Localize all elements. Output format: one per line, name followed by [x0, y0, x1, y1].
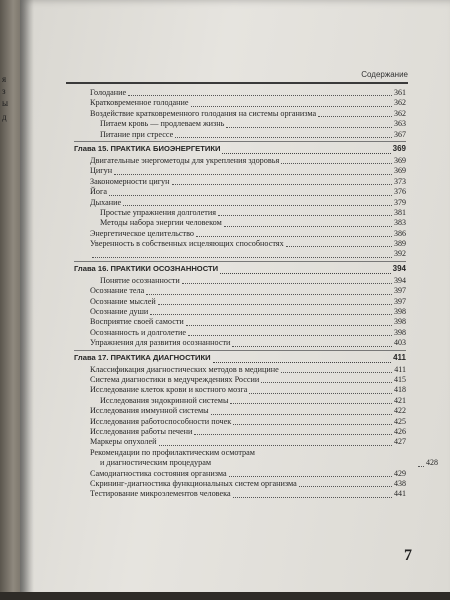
dot-leader: [281, 162, 392, 164]
entry-title: Закономерности цигун: [90, 176, 170, 186]
dot-leader: [182, 282, 392, 284]
entry-page-number: 394: [394, 275, 406, 285]
entry-title: Двигательные энергометоды для укрепления здоровья: [90, 155, 280, 165]
entry-title-continuation: и диагностическим процедурам: [100, 458, 212, 468]
entry-title: Исследования иммунной системы: [90, 406, 209, 416]
entry-page-number: 415: [394, 374, 406, 384]
header-rule: [66, 82, 408, 84]
entry-page-number: 397: [394, 296, 406, 306]
dot-leader: [218, 214, 392, 216]
toc-entry: [74, 198, 406, 208]
entry-title: Дыхание: [90, 197, 122, 207]
dot-leader: [249, 392, 392, 394]
toc-entry: [74, 166, 406, 176]
entry-title: Классификация диагностических методов в медицине: [90, 364, 279, 374]
entry-page-number: 441: [394, 489, 406, 499]
entry-title: Питаем кровь — продлеваем жизнь: [100, 119, 225, 129]
toc-entry: [74, 109, 406, 119]
toc-entry: [74, 229, 406, 239]
entry-title: Исследование клеток крови и костного мозга: [90, 385, 248, 395]
dot-leader: [159, 444, 393, 446]
toc-entry: [74, 119, 406, 129]
toc-entry: [74, 328, 406, 338]
dot-leader: [220, 272, 391, 274]
dot-leader: [299, 485, 392, 487]
entry-page-number: 367: [394, 129, 406, 139]
toc-entry: [74, 317, 406, 327]
toc-entry: [74, 249, 406, 259]
entry-page-number: 369: [394, 166, 406, 176]
entry-page-number: 386: [394, 228, 406, 238]
entry-title: Осознание мыслей: [90, 296, 156, 306]
page-number: 7: [404, 547, 412, 564]
entry-page-number: 392: [394, 249, 406, 259]
entry-title: Голодание: [90, 88, 127, 97]
entry-page-number: 425: [394, 416, 406, 426]
entry-title: Кратковременное голодание: [90, 98, 189, 108]
dot-leader: [222, 152, 390, 154]
dot-leader: [286, 245, 392, 247]
dot-leader: [123, 204, 392, 206]
toc-entry: [74, 218, 406, 228]
toc-entry: [74, 447, 438, 469]
entry-title: Тестирование микроэлементов человека: [90, 489, 231, 499]
entry-page-number: 381: [394, 207, 406, 217]
toc-entry: [74, 286, 406, 296]
toc-entry: [74, 469, 406, 479]
entry-title: Питание при стрессе: [100, 129, 174, 139]
entry-page-number: 362: [394, 108, 406, 118]
dot-leader: [172, 183, 392, 185]
dot-leader: [175, 136, 392, 138]
toc-chapter-heading: [74, 350, 406, 365]
toc-entry: [74, 297, 406, 307]
toc-entry: [74, 406, 406, 416]
dot-leader: [194, 433, 392, 435]
entry-title: Осознание тела: [90, 286, 145, 296]
dot-leader: [232, 345, 392, 347]
chapter-title: Глава 16. ПРАКТИКИ ОСОЗНАННОСТИ: [74, 263, 219, 273]
running-head: Содержание: [361, 70, 408, 79]
dot-leader: [233, 423, 392, 425]
dot-leader: [188, 334, 392, 336]
entry-page-number: 379: [394, 197, 406, 207]
dot-leader: [230, 402, 392, 404]
toc-entry: [74, 385, 406, 395]
entry-title: Упражнения для развития осознанности: [90, 338, 231, 348]
toc-entry: [74, 338, 406, 348]
toc-chapter-heading: [74, 261, 406, 276]
entry-page-number: 394: [392, 263, 406, 273]
toc-entry: [74, 239, 406, 249]
entry-page-number: 362: [394, 98, 406, 108]
entry-page-number: 369: [394, 155, 406, 165]
entry-title: Исследования работоспособности почек: [90, 416, 232, 426]
toc-entry: [74, 479, 406, 489]
dot-leader: [150, 313, 392, 315]
entry-page-number: 422: [394, 406, 406, 416]
left-page-fragment: ы: [2, 98, 9, 108]
entry-page-number: 418: [394, 385, 406, 395]
table-of-contents: [74, 88, 438, 500]
toc-entry: [74, 276, 406, 286]
entry-page-number: 429: [394, 468, 406, 478]
entry-title: Исследования эндокринной системы: [100, 395, 229, 405]
entry-title: Методы набора энергии человеком: [100, 218, 222, 228]
entry-title: Рекомендации по профилактическим осмотрам: [90, 447, 255, 457]
dot-leader: [281, 371, 393, 373]
dot-leader: [186, 324, 392, 326]
toc-chapter-heading: [74, 141, 406, 156]
entry-title: Цигун: [90, 166, 113, 176]
bottom-edge: [0, 592, 450, 600]
chapter-title: Глава 15. ПРАКТИКА БИОЭНЕРГЕТИКИ: [74, 143, 221, 153]
entry-page-number: 373: [394, 176, 406, 186]
entry-title: Самодиагностика состояния организма: [90, 468, 227, 478]
toc-entry: [74, 156, 406, 166]
entry-page-number: 403: [394, 338, 406, 348]
dot-leader: [158, 303, 392, 305]
toc-entry: [74, 396, 406, 406]
entry-title: Понятие осознанности: [100, 275, 180, 285]
entry-title: Простые упражнения долголетия: [100, 207, 216, 217]
entry-page-number: 398: [394, 327, 406, 337]
dot-leader: [229, 475, 392, 477]
entry-page-number: 421: [394, 395, 406, 405]
entry-page-number: 426: [394, 426, 406, 436]
dot-leader: [146, 293, 392, 295]
left-page-fragment: я: [2, 74, 7, 84]
left-page-fragment: з: [2, 86, 6, 96]
dot-leader: [211, 413, 392, 415]
toc-entry: [74, 375, 406, 385]
entry-title: Энергетическое целительство: [90, 228, 195, 238]
dot-leader: [128, 94, 392, 96]
entry-title: Система диагностики в медучреждениях России: [90, 374, 260, 384]
entry-page-number: 383: [394, 218, 406, 228]
entry-title: Осознание души: [90, 307, 149, 317]
toc-entry: [74, 307, 406, 317]
toc-entry: [74, 187, 406, 197]
entry-title: Исследования работы печени: [90, 426, 193, 436]
entry-title: Йога: [90, 187, 107, 197]
entry-title: Воздействие кратковременного голодания на системы организма: [90, 108, 317, 118]
left-page-fragment: д: [2, 112, 7, 122]
toc-entry: [74, 489, 406, 499]
dot-leader: [213, 361, 392, 363]
entry-page-number: 369: [392, 143, 406, 153]
entry-title: Скрининг-диагностика функциональных систем организма: [90, 478, 297, 488]
entry-page-number: 411: [394, 364, 406, 374]
toc-entry: [74, 177, 406, 187]
entry-page-number: 398: [394, 307, 406, 317]
dot-leader: [418, 465, 424, 467]
entry-title: Осознанность и долголетие: [90, 327, 187, 337]
toc-entry: [74, 437, 406, 447]
entry-page-number: 376: [394, 187, 406, 197]
chapter-title: Глава 17. ПРАКТИКА ДИАГНОСТИКИ: [74, 352, 211, 362]
dot-leader: [224, 225, 392, 227]
entry-page-number: 438: [394, 478, 406, 488]
entry-page-number: 411: [393, 352, 406, 362]
entry-page-number: 398: [394, 317, 406, 327]
dot-leader: [92, 256, 392, 258]
dot-leader: [191, 105, 392, 107]
entry-title: Маркеры опухолей: [90, 437, 157, 447]
entry-page-number: 397: [394, 286, 406, 296]
entry-page-number: 389: [394, 239, 406, 249]
toc-entry: [74, 417, 406, 427]
entry-page-number: 361: [394, 88, 406, 97]
dot-leader: [196, 235, 392, 237]
entry-page-number: 363: [394, 119, 406, 129]
dot-leader: [226, 126, 392, 128]
dot-leader: [261, 381, 392, 383]
entry-title: Восприятие своей самости: [90, 317, 184, 327]
entry-page-number: 428: [426, 458, 438, 468]
toc-entry: [74, 208, 406, 218]
dot-leader: [318, 115, 392, 117]
dot-leader: [233, 496, 392, 498]
toc-entry: [74, 88, 406, 98]
toc-entry: [74, 427, 406, 437]
entry-page-number: 427: [394, 437, 406, 447]
toc-entry: [74, 365, 406, 375]
dot-leader: [109, 194, 392, 196]
dot-leader: [114, 173, 392, 175]
toc-entry: [74, 130, 406, 140]
toc-entry: [74, 98, 406, 108]
spine-shadow: [20, 0, 34, 600]
left-page-edge: [0, 0, 22, 600]
entry-title: Уверенность в собственных исцеляющих способностях: [90, 239, 284, 249]
